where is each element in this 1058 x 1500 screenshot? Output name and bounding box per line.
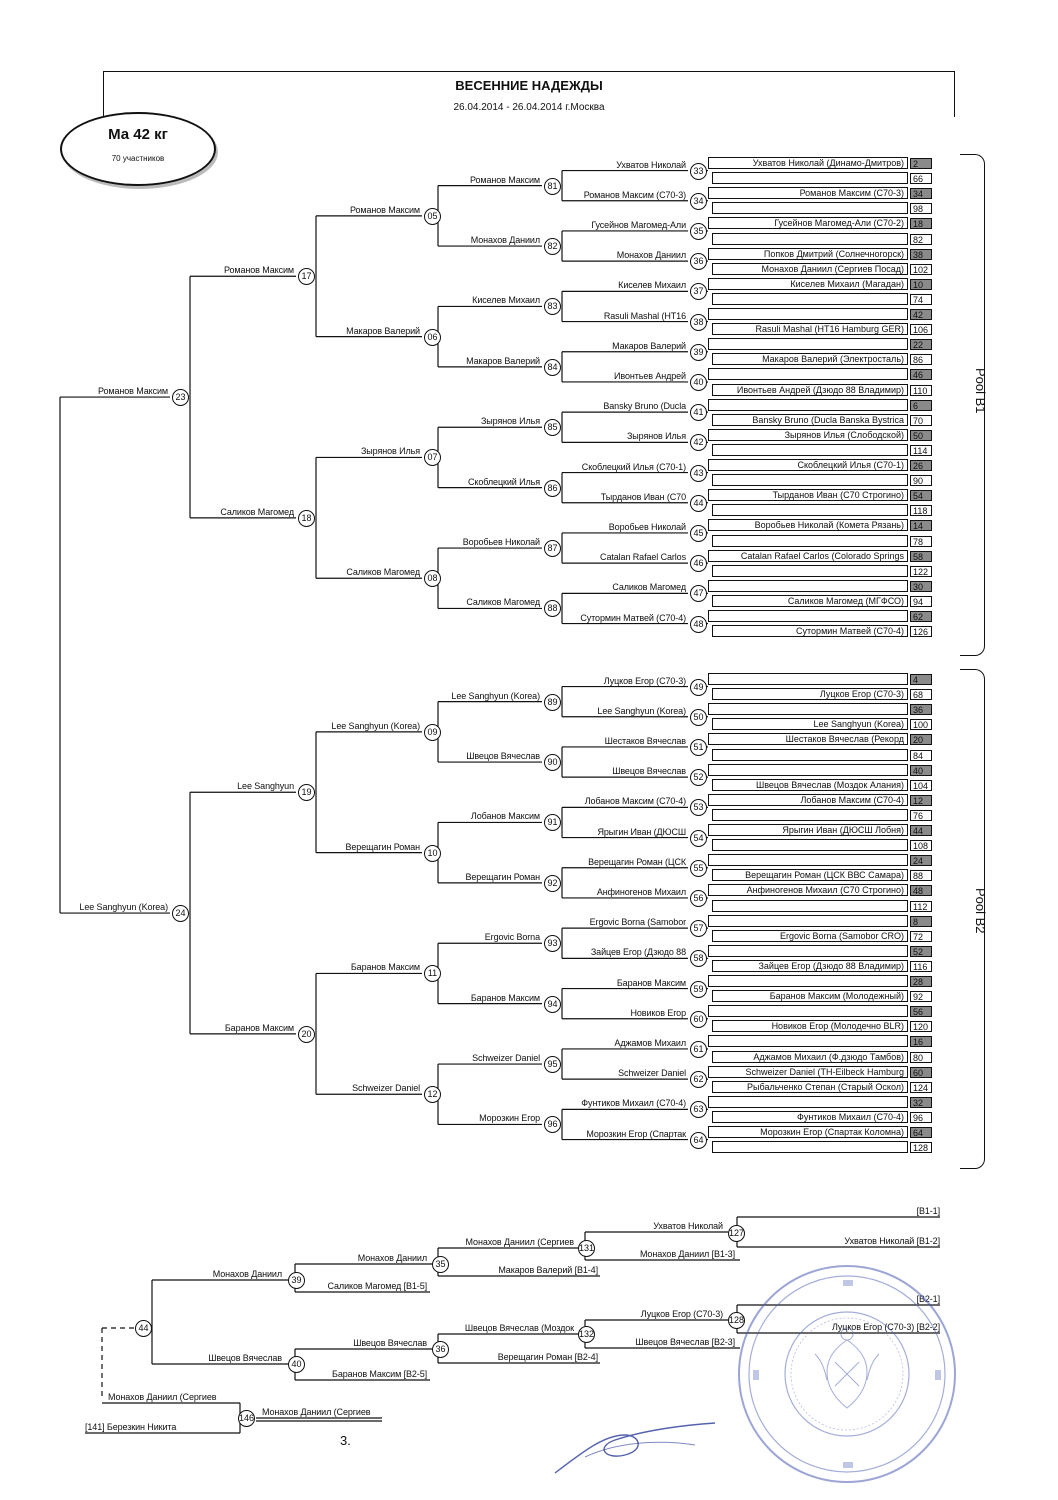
repechage-label: Верещагин Роман [B2-4]	[497, 1352, 598, 1362]
entry-seed: 4	[910, 674, 932, 685]
match-number: 54	[690, 830, 707, 847]
r3-winner-label: Lee Sanghyun (Korea)	[331, 720, 420, 731]
match-number: 55	[690, 860, 707, 877]
match-number: 91	[544, 814, 561, 831]
tournament-dates: 26.04.2014 - 26.04.2014 г.Москва	[453, 102, 605, 113]
match-number: 39	[288, 1272, 305, 1289]
match-number: 40	[690, 374, 707, 391]
repechage-label: Монахов Даниил [B1-3]	[639, 1249, 735, 1259]
entry-seed: 98	[910, 203, 932, 214]
entry-box	[708, 1005, 908, 1017]
match-number: 07	[424, 449, 441, 466]
entry-seed: 30	[910, 581, 932, 592]
match-number: 12	[424, 1086, 441, 1103]
repechage-label: Швецов Вячеслав	[208, 1353, 282, 1363]
tournament-title: ВЕСЕННИЕ НАДЕЖДЫ	[455, 78, 603, 93]
page-number: 3.	[340, 1433, 351, 1448]
r2-winner-label: Швецов Вячеслав	[466, 751, 540, 762]
entry-seed: 12	[910, 795, 932, 806]
r1-winner-label: Ярыгин Иван (ДЮСШ	[597, 826, 686, 837]
entry-seed: 24	[910, 855, 932, 866]
entry-box	[708, 610, 908, 622]
match-number: 85	[544, 419, 561, 436]
entry-seed: 38	[910, 249, 932, 260]
match-number: 61	[690, 1041, 707, 1058]
r1-winner-label: Луцков Егор (С70-3)	[603, 675, 686, 686]
r1-winner-label: Макаров Валерий	[612, 340, 686, 351]
entry-box: Лобанов Максим (С70-4)	[708, 794, 908, 806]
entry-seed: 48	[910, 885, 932, 896]
match-number: 81	[544, 178, 561, 195]
entry-box: Монахов Даниил (Сергиев Посад)	[712, 263, 908, 275]
entry-seed: 82	[910, 234, 932, 245]
entry-box: Ивонтьев Андрей (Дзюдо 88 Владимир)	[712, 384, 908, 396]
entry-box	[708, 368, 908, 380]
entry-box	[712, 233, 908, 245]
repechage-label: Монахов Даниил	[357, 1253, 427, 1263]
entry-box: Rasuli Mashal (HT16 Hamburg GER)	[712, 323, 908, 335]
r1-winner-label: Lee Sanghyun (Korea)	[597, 705, 686, 716]
entry-seed: 92	[910, 991, 932, 1002]
match-number: 50	[690, 709, 707, 726]
entry-seed: 58	[910, 551, 932, 562]
entry-box: Попков Дмитрий (Солнечногорск)	[708, 248, 908, 260]
r1-winner-label: Ухватов Николай	[616, 159, 686, 170]
entry-seed: 62	[910, 611, 932, 622]
entry-box: Зырянов Илья (Слободской)	[708, 429, 908, 441]
entry-box: Ergovic Borna (Samobor CRO)	[712, 930, 908, 942]
participants-count: 70 участников	[111, 154, 165, 163]
match-number: 52	[690, 769, 707, 786]
entry-box	[712, 535, 908, 547]
repechage-label: [B2-1]	[916, 1294, 940, 1304]
r1-winner-label: Воробьев Николай	[608, 521, 686, 532]
entry-seed: 26	[910, 460, 932, 471]
entry-box	[712, 809, 908, 821]
r1-winner-label: Зырянов Илья	[626, 431, 686, 442]
match-number: 56	[690, 890, 707, 907]
entry-box: Луцков Егор (С70-3)	[712, 688, 908, 700]
match-number: 39	[690, 344, 707, 361]
entry-box: Тырданов Иван (С70 Строгино)	[708, 489, 908, 501]
match-number: 18	[298, 510, 315, 527]
entry-seed: 20	[910, 734, 932, 745]
entry-box: Морозкин Егор (Спартак Коломна)	[708, 1126, 908, 1138]
repechage-label: Макаров Валерий [B1-4]	[498, 1265, 598, 1275]
match-number: 20	[298, 1026, 315, 1043]
signature	[545, 1395, 725, 1485]
entry-seed: 116	[910, 961, 932, 972]
entry-seed: 36	[910, 704, 932, 715]
entry-seed: 76	[910, 810, 932, 821]
match-number: 82	[544, 238, 561, 255]
match-number: 44	[690, 495, 707, 512]
r2-winner-label: Скоблецкий Илья	[468, 476, 540, 487]
match-number: 92	[544, 875, 561, 892]
entry-box	[712, 1141, 908, 1153]
entry-seed: 74	[910, 294, 932, 305]
r3-winner-label: Зырянов Илья	[360, 446, 420, 457]
entry-box: Bansky Bruno (Ducla Banska Bystrica	[712, 414, 908, 426]
entry-box: Скоблецкий Илья (С70-1)	[708, 459, 908, 471]
entry-box: Воробьев Николай (Комета Рязань)	[708, 519, 908, 531]
r2-winner-label: Воробьев Николай	[462, 537, 540, 548]
match-number: 08	[424, 570, 441, 587]
entry-box	[712, 504, 908, 516]
entry-seed: 84	[910, 750, 932, 761]
r3-winner-label: Верещагин Роман	[345, 841, 420, 852]
entry-seed: 68	[910, 689, 932, 700]
entry-box	[708, 915, 908, 927]
entry-seed: 64	[910, 1127, 932, 1138]
entry-seed: 60	[910, 1067, 932, 1078]
entry-seed: 80	[910, 1052, 932, 1063]
entry-box: Ярыгин Иван (ДЮСШ Лобня)	[708, 824, 908, 836]
entry-seed: 126	[910, 626, 932, 637]
entry-box: Schweizer Daniel (TH-Eilbeck Hamburg	[708, 1066, 908, 1078]
entry-box: Баранов Максим (Молодежный)	[712, 990, 908, 1002]
entry-box: Lee Sanghyun (Korea)	[712, 718, 908, 730]
entry-box: Шестаков Вячеслав (Рекорд	[708, 733, 908, 745]
entry-box: Верещагин Роман (ЦСК ВВС Самара)	[712, 869, 908, 881]
match-number: 127	[728, 1225, 745, 1242]
entry-box	[712, 839, 908, 851]
r1-winner-label: Ergovic Borna (Samobor	[589, 917, 686, 928]
r4-winner-label: Lee Sanghyun	[237, 781, 294, 792]
r1-winner-label: Новиков Егор	[630, 1007, 686, 1018]
match-number: 23	[172, 389, 189, 406]
entry-seed: 6	[910, 400, 932, 411]
entry-seed: 100	[910, 719, 932, 730]
match-number: 45	[690, 525, 707, 542]
entry-box	[708, 1096, 908, 1108]
r2-winner-label: Лобанов Максим	[470, 811, 540, 822]
repechage-label: Монахов Даниил (Сергиев	[262, 1407, 371, 1417]
entry-seed: 40	[910, 765, 932, 776]
entry-box	[712, 293, 908, 305]
match-number: 53	[690, 799, 707, 816]
match-number: 93	[544, 935, 561, 952]
r1-winner-label: Фунтиков Михаил (С70-4)	[581, 1098, 686, 1109]
entry-box: Рыбальченко Степан (Старый Оскол)	[712, 1081, 908, 1093]
entry-seed: 110	[910, 385, 932, 396]
entry-box	[708, 854, 908, 866]
entry-box: Анфиногенов Михаил (С70 Строгино)	[708, 884, 908, 896]
entry-seed: 112	[910, 901, 932, 912]
match-number: 60	[690, 1011, 707, 1028]
repechage-label: Баранов Максим [B2-5]	[332, 1369, 427, 1379]
r2-winner-label: Монахов Даниил	[470, 235, 540, 246]
pool-b2-label: Pool B2	[973, 888, 988, 934]
r3-winner-label: Саликов Магомед	[346, 567, 420, 578]
match-number: 36	[432, 1341, 449, 1358]
entry-box	[708, 764, 908, 776]
entry-seed: 72	[910, 931, 932, 942]
entry-seed: 28	[910, 976, 932, 987]
entry-seed: 106	[910, 324, 932, 335]
r1-winner-label: Ивонтьев Андрей	[614, 370, 686, 381]
entry-seed: 118	[910, 505, 932, 516]
entry-box: Catalan Rafael Carlos (Colorado Springs	[708, 550, 908, 562]
repechage-label: [B1-1]	[916, 1206, 940, 1216]
entry-seed: 10	[910, 279, 932, 290]
r1-winner-label: Морозкин Егор (Спартак	[586, 1128, 686, 1139]
r2-winner-label: Lee Sanghyun (Korea)	[451, 690, 540, 701]
r2-winner-label: Верещагин Роман	[465, 871, 540, 882]
r1-winner-label: Schweizer Daniel	[618, 1068, 686, 1079]
entry-seed: 66	[910, 173, 932, 184]
repechage-label: Ухватов Николай	[653, 1221, 723, 1231]
repechage-label: Монахов Даниил (Сергиев	[465, 1237, 574, 1247]
r4-winner-label: Романов Максим	[223, 265, 294, 276]
entry-seed: 46	[910, 369, 932, 380]
entry-box	[712, 474, 908, 486]
r4-winner-label: Баранов Максим	[224, 1022, 294, 1033]
weight-category-label: Ма 42 кг	[108, 126, 168, 143]
r3-winner-label: Романов Максим	[349, 204, 420, 215]
entry-seed: 32	[910, 1097, 932, 1108]
match-number: 37	[690, 283, 707, 300]
entry-box: Фунтиков Михаил (С70-4)	[712, 1111, 908, 1123]
repechage-label: Саликов Магомед [B1-5]	[327, 1281, 427, 1291]
r1-winner-label: Catalan Rafael Carlos	[600, 552, 686, 563]
entry-box: Гусейнов Магомед-Али (С70-2)	[708, 217, 908, 229]
r1-winner-label: Швецов Вячеслав	[612, 766, 686, 777]
entry-seed: 88	[910, 870, 932, 881]
r1-winner-label: Аджамов Михаил	[614, 1037, 686, 1048]
match-number: 11	[424, 965, 441, 982]
entry-seed: 14	[910, 520, 932, 531]
entry-box	[708, 1035, 908, 1047]
entry-box	[712, 444, 908, 456]
r1-winner-label: Скоблецкий Илья (С70-1)	[581, 461, 686, 472]
entry-seed: 128	[910, 1142, 932, 1153]
entry-seed: 86	[910, 354, 932, 365]
entry-box: Саликов Магомед (МГФСО)	[712, 595, 908, 607]
repechage-label: Луцков Егор (С70-3)	[640, 1309, 723, 1319]
r1-winner-label: Баранов Максим	[616, 977, 686, 988]
r3-winner-label: Баранов Максим	[350, 962, 420, 973]
match-number: 34	[690, 193, 707, 210]
r1-winner-label: Монахов Даниил	[616, 250, 686, 261]
entry-box	[712, 172, 908, 184]
entry-box: Ухватов Николай (Динамо-Дмитров)	[708, 157, 908, 169]
entry-box: Романов Максим (С70-3)	[708, 187, 908, 199]
r2-winner-label: Морозкин Егор	[479, 1113, 540, 1124]
r5-winner-label: Lee Sanghyun (Korea)	[79, 902, 168, 913]
match-number: 41	[690, 404, 707, 421]
r3-winner-label: Schweizer Daniel	[352, 1083, 420, 1094]
entry-seed: 16	[910, 1036, 932, 1047]
r1-winner-label: Лобанов Максим (С70-4)	[584, 796, 686, 807]
repechage-label: Ухватов Николай [B1-2]	[844, 1236, 940, 1246]
match-number: 49	[690, 679, 707, 696]
match-number: 86	[544, 480, 561, 497]
entry-seed: 96	[910, 1112, 932, 1123]
entry-box: Зайцев Егор (Дзюдо 88 Владимир)	[712, 960, 908, 972]
match-number: 35	[690, 223, 707, 240]
entry-box	[712, 565, 908, 577]
entry-box: Швецов Вячеслав (Моздок Алания)	[712, 779, 908, 791]
r1-winner-label: Rasuli Mashal (HT16	[603, 310, 686, 321]
r5-winner-label: Романов Максим	[97, 386, 168, 397]
entry-box: Аджамов Михаил (Ф.дзюдо Тамбов)	[712, 1051, 908, 1063]
entry-box	[708, 580, 908, 592]
match-number: 43	[690, 465, 707, 482]
match-number: 05	[424, 208, 441, 225]
match-number: 64	[690, 1132, 707, 1149]
r2-winner-label: Зырянов Илья	[480, 416, 540, 427]
entry-box	[712, 900, 908, 912]
r1-winner-label: Сутормин Матвей (С70-4)	[580, 612, 686, 623]
entry-box	[708, 703, 908, 715]
match-number: 63	[690, 1101, 707, 1118]
entry-seed: 124	[910, 1082, 932, 1093]
match-number: 84	[544, 359, 561, 376]
match-number: 10	[424, 845, 441, 862]
entry-box	[708, 673, 908, 685]
entry-seed: 108	[910, 840, 932, 851]
entry-box: Новиков Егор (Молодечно BLR)	[712, 1020, 908, 1032]
r1-winner-label: Тырданов Иван (С70	[600, 491, 686, 502]
match-number: 48	[690, 616, 707, 633]
match-number: 42	[690, 434, 707, 451]
entry-seed: 70	[910, 415, 932, 426]
match-number: 36	[690, 253, 707, 270]
entry-seed: 120	[910, 1021, 932, 1032]
match-number: 24	[172, 905, 189, 922]
match-number: 94	[544, 996, 561, 1013]
r2-winner-label: Schweizer Daniel	[472, 1053, 540, 1064]
entry-seed: 122	[910, 566, 932, 577]
match-number: 62	[690, 1071, 707, 1088]
match-number: 83	[544, 298, 561, 315]
match-number: 06	[424, 329, 441, 346]
r2-winner-label: Баранов Максим	[470, 992, 540, 1003]
r3-winner-label: Макаров Валерий	[346, 325, 420, 336]
r1-winner-label: Киселев Михаил	[618, 280, 686, 291]
entry-seed: 54	[910, 490, 932, 501]
entry-box	[708, 975, 908, 987]
r2-winner-label: Ergovic Borna	[484, 932, 540, 943]
match-number: 17	[298, 268, 315, 285]
entry-seed: 34	[910, 188, 932, 199]
match-number: 90	[544, 754, 561, 771]
match-number: 46	[690, 555, 707, 572]
match-number: 47	[690, 585, 707, 602]
entry-seed: 50	[910, 430, 932, 441]
match-number: 57	[690, 920, 707, 937]
entry-box: Макаров Валерий (Электросталь)	[712, 353, 908, 365]
entry-box	[712, 749, 908, 761]
match-number: 88	[544, 600, 561, 617]
entry-seed: 22	[910, 339, 932, 350]
entry-seed: 102	[910, 264, 932, 275]
r1-winner-label: Романов Максим (С70-3)	[583, 189, 686, 200]
r1-winner-label: Саликов Магомед	[612, 582, 686, 593]
entry-seed: 8	[910, 916, 932, 927]
entry-seed: 104	[910, 780, 932, 791]
entry-seed: 52	[910, 946, 932, 957]
match-number: 59	[690, 981, 707, 998]
match-number: 87	[544, 540, 561, 557]
repechage-label: Монахов Даниил (Сергиев	[108, 1392, 217, 1402]
entry-box: Киселев Михаил (Магадан)	[708, 278, 908, 290]
match-number: 19	[298, 784, 315, 801]
entry-seed: 44	[910, 825, 932, 836]
repechage-label: Монахов Даниил	[212, 1269, 282, 1279]
repechage-label: Швецов Вячеслав [B2-3]	[635, 1337, 735, 1347]
entry-seed: 42	[910, 309, 932, 320]
r1-winner-label: Анфиногенов Михаил	[596, 886, 686, 897]
entry-seed: 18	[910, 218, 932, 229]
match-number: 95	[544, 1056, 561, 1073]
r4-winner-label: Саликов Магомед	[220, 506, 294, 517]
match-number: 33	[690, 163, 707, 180]
entry-seed: 114	[910, 445, 932, 456]
match-number: 44	[135, 1320, 152, 1337]
repechage-label: Швецов Вячеслав (Моздок	[464, 1323, 574, 1333]
entry-box	[712, 202, 908, 214]
match-number: 38	[690, 314, 707, 331]
entry-seed: 78	[910, 536, 932, 547]
match-number: 131	[578, 1240, 595, 1257]
r1-winner-label: Bansky Bruno (Ducla	[603, 401, 686, 412]
r1-winner-label: Шестаков Вячеслав	[604, 735, 686, 746]
r2-winner-label: Макаров Валерий	[466, 355, 540, 366]
entry-seed: 90	[910, 475, 932, 486]
repechage-label: Луцков Егор (С70-3) [B2-2]	[831, 1322, 940, 1332]
match-number: 51	[690, 739, 707, 756]
repechage-label: [141] Березкин Никита	[85, 1422, 177, 1432]
entry-box	[708, 399, 908, 411]
r2-winner-label: Романов Максим	[469, 174, 540, 185]
entry-box	[708, 338, 908, 350]
official-seal	[735, 1262, 960, 1487]
entry-box: Сутормин Матвей (С70-4)	[712, 625, 908, 637]
entry-seed: 56	[910, 1006, 932, 1017]
match-number: 09	[424, 724, 441, 741]
entry-box	[708, 945, 908, 957]
r1-winner-label: Гусейнов Магомед-Али	[591, 219, 686, 230]
weight-category-badge	[60, 112, 216, 186]
match-number: 89	[544, 694, 561, 711]
pool-b1-label: Pool B1	[973, 368, 988, 414]
match-number: 146	[238, 1410, 255, 1427]
r1-winner-label: Зайцев Егор (Дзюдо 88	[590, 947, 686, 958]
match-number: 35	[432, 1256, 449, 1273]
entry-box	[708, 308, 908, 320]
match-number: 40	[288, 1356, 305, 1373]
entry-seed: 94	[910, 596, 932, 607]
r2-winner-label: Саликов Магомед	[466, 597, 540, 608]
entry-seed: 2	[910, 158, 932, 169]
r2-winner-label: Киселев Михаил	[472, 295, 540, 306]
r1-winner-label: Верещагин Роман (ЦСК	[588, 856, 686, 867]
match-number: 96	[544, 1116, 561, 1133]
match-number: 58	[690, 950, 707, 967]
match-number: 132	[578, 1326, 595, 1343]
match-number: 128	[728, 1312, 745, 1329]
repechage-label: Швецов Вячеслав	[353, 1338, 427, 1348]
